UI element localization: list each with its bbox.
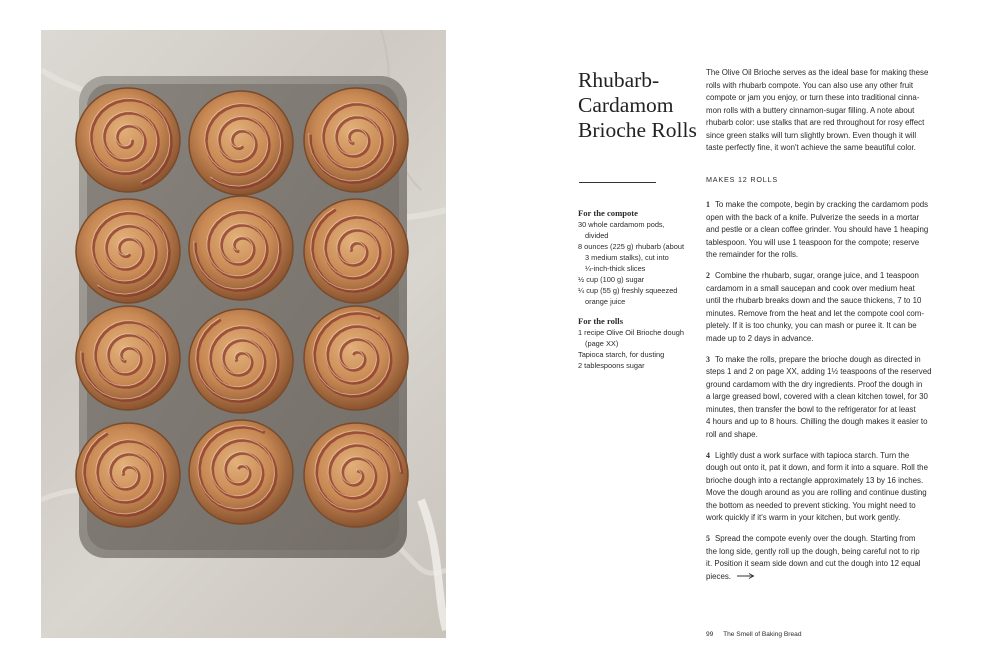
ingredient-line: (page XX) [585, 339, 619, 348]
step-line [706, 475, 950, 488]
step-line [706, 462, 950, 475]
step-text: and pestle or a clean coffee grinder. You should have 1 heaping [706, 225, 929, 234]
ingredient-line: 2 tablespoons sugar [578, 361, 645, 370]
ingredient-line: orange juice [585, 297, 626, 306]
intro-line: rolls with rhubarb compote. You can also use any other fruit [706, 80, 914, 90]
ingredient-line: 3 medium stalks), cut into [585, 253, 669, 262]
step-number: 3 [706, 354, 710, 364]
step-text: Lightly dust a work surface with tapioca starch. Turn the [714, 450, 910, 460]
intro-line: compote or jam you enjoy, or turn these into traditional cinna- [706, 93, 920, 102]
brioche-roll [304, 199, 408, 303]
step-line [706, 354, 950, 367]
brioche-roll [76, 88, 180, 192]
step-line [706, 320, 950, 333]
step-text: a large greased bowl, covered with a clean kitchen towel, for 30 [706, 392, 928, 401]
brioche-roll [76, 423, 180, 527]
step-text: until the rhubarb breaks down and the sauce thickens, 7 to 10 [706, 296, 922, 305]
step-line [706, 224, 950, 237]
ingredient-line: 30 whole cardamom pods, [578, 220, 665, 229]
ingredient-line: 8 ounces (225 g) rhubarb (about [578, 242, 685, 251]
step-line [706, 429, 950, 442]
step-text: work quickly if it's warm in your kitchen, but work gently. [706, 513, 901, 522]
title-rule [579, 182, 656, 183]
step-line [706, 295, 950, 308]
step-line [706, 237, 950, 250]
step-text: 4 hours and up to 8 hours. Chilling the dough makes it easier to [706, 417, 928, 426]
brioche-roll [304, 88, 408, 192]
brioche-roll [304, 423, 408, 527]
step-text: made up to 2 days in advance. [706, 333, 814, 343]
step-text: Spread the compote evenly over the dough. Starting from [714, 534, 916, 543]
ingredient-line: ¼ cup (55 g) freshly squeezed [578, 286, 678, 295]
intro-line: since green stalks will turn slightly brown. Even though it will [706, 130, 917, 140]
step-line [706, 283, 950, 296]
method-step [706, 199, 950, 262]
step-line [706, 333, 950, 346]
step-line [706, 450, 950, 463]
method-step [706, 270, 950, 345]
brioche-roll [76, 306, 180, 410]
intro-line: The Olive Oil Brioche serves as the ideal base for making these [706, 68, 929, 77]
step-text: steps 1 and 2 on page XX, adding 1½ teaspoons of the reserved [706, 367, 932, 376]
step-line [706, 533, 950, 546]
step-text: minutes. Remove from the heat and let the compote cool com- [706, 308, 924, 318]
step-text: dough out onto it, pat it down, and form it into a square. Roll the [706, 463, 928, 472]
ingredient-line: divided [585, 231, 609, 240]
intro-line: rhubarb color: use stalks that are red throughout for rosy effect [706, 118, 925, 127]
step-text: brioche dough into a rectangle approximately 13 by 16 inches. [706, 475, 924, 485]
recipe-intro [706, 67, 950, 155]
step-text: Move the dough around as you are rolling and continue dusting [706, 488, 927, 497]
yield-label: MAKES 12 ROLLS [706, 175, 778, 184]
brioche-roll [304, 306, 408, 410]
ingredients-list [578, 208, 690, 371]
step-text: the bottom as needed to prevent sticking. You might need to [706, 500, 916, 510]
method-step [706, 450, 950, 525]
step-number: 4 [706, 450, 710, 460]
step-number: 2 [706, 271, 710, 280]
step-line [706, 366, 950, 379]
step-line [706, 500, 950, 513]
step-line [706, 391, 950, 404]
step-text: Combine the rhubarb, sugar, orange juice, and 1 teaspoon [714, 271, 919, 280]
step-line [706, 212, 950, 225]
step-text: the long side, gently roll up the dough, being careful not to rip [706, 546, 920, 556]
ingredient-line: ¼-inch-thick slices [585, 264, 646, 273]
step-text: pieces. [706, 571, 732, 581]
step-line [706, 512, 950, 525]
step-text: pletely. If it is too chunky, you can mash or puree it. It can be [706, 321, 917, 330]
brioche-roll [189, 420, 293, 524]
step-text: ground cardamom with the dry ingredients. Proof the dough in [706, 379, 923, 389]
step-line [706, 199, 950, 212]
step-line [706, 546, 950, 559]
brioche-roll [189, 91, 293, 195]
ingredient-line: 1 recipe Olive Oil Brioche dough [578, 328, 684, 337]
method-step [706, 533, 950, 583]
rolls-heading: For the rolls [578, 316, 624, 326]
step-text: it. Position it seam side down and cut the dough into 12 equal [706, 559, 921, 568]
step-text: the remainder for the rolls. [706, 250, 799, 259]
step-text: minutes, then transfer the bowl to the refrigerator for at least [706, 404, 916, 414]
step-text: roll and shape. [706, 429, 758, 439]
running-title: The Smell of Baking Bread [723, 631, 802, 638]
intro-line: mon rolls with a buttery cinnamon-sugar filling. A note about [706, 105, 915, 115]
compote-heading: For the compote [578, 208, 638, 218]
brioche-roll [76, 199, 180, 303]
step-line [706, 270, 950, 283]
ingredient-line: Tapioca starch, for dusting [578, 350, 665, 359]
recipe-title: Rhubarb-Cardamom Brioche Rolls [578, 68, 697, 142]
recipe-photo [41, 30, 446, 638]
step-text: open with the back of a knife. Pulverize the seeds in a mortar [706, 212, 920, 222]
brioche-rolls-illustration [41, 30, 446, 638]
step-text: cardamom in a small saucepan and cook over medium heat [706, 283, 915, 293]
method-step [706, 354, 950, 442]
step-line [706, 249, 950, 262]
ingredient-line: ½ cup (100 g) sugar [578, 275, 645, 284]
step-number: 1 [706, 200, 710, 209]
step-line [706, 416, 950, 429]
brioche-roll [189, 196, 293, 300]
intro-line: taste perfectly fine, it won't achieve the same beautiful color. [706, 143, 916, 152]
step-text: tablespoon. You will use 1 teaspoon for the compote; reserve [706, 237, 920, 247]
page-number: 99 [706, 631, 714, 638]
step-text: To make the rolls, prepare the brioche dough as directed in [714, 354, 921, 364]
method-steps [706, 199, 950, 592]
page-footer [706, 631, 802, 638]
step-line [706, 379, 950, 392]
step-line [706, 487, 950, 500]
step-line [706, 558, 950, 571]
step-line [706, 404, 950, 417]
continued-arrow-icon [737, 573, 755, 579]
step-line [706, 308, 950, 321]
step-number: 5 [706, 534, 710, 543]
step-line [706, 571, 950, 584]
brioche-roll [189, 309, 293, 413]
step-text: To make the compote, begin by cracking the cardamom pods [714, 200, 929, 209]
